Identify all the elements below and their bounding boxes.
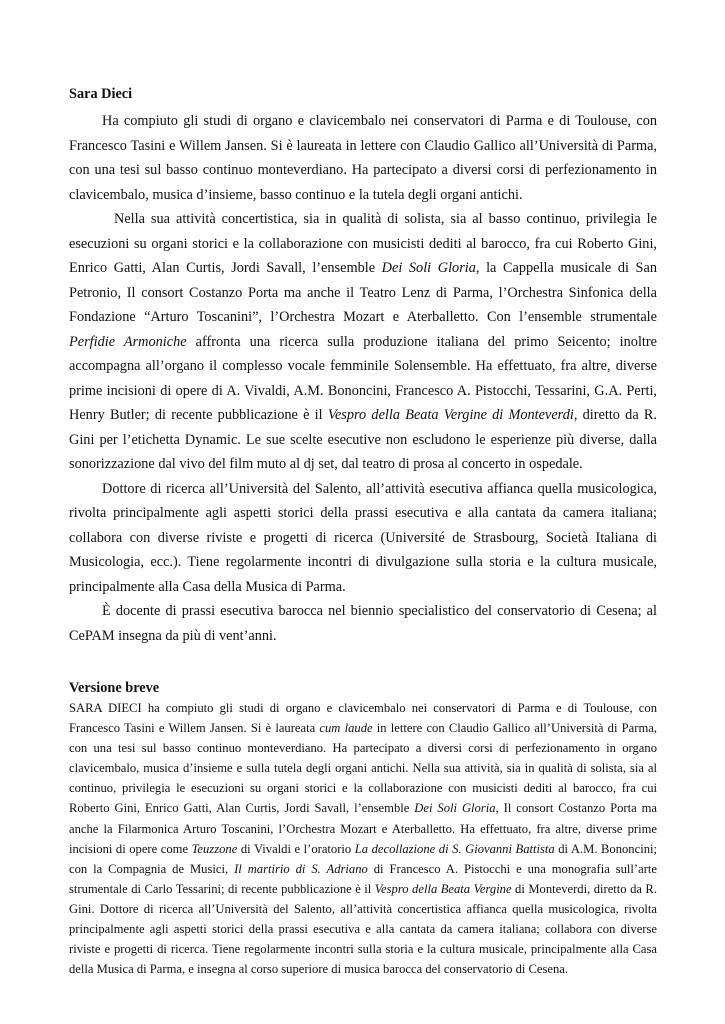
ensemble-name-italic: Dei Soli Gloria xyxy=(414,801,496,816)
paragraph-1 xyxy=(69,109,657,207)
short-version-paragraph xyxy=(69,698,657,979)
short-text-d: di Vivaldi e l’oratorio xyxy=(237,841,355,856)
biography-body xyxy=(69,109,657,648)
paragraph-2-text-a: Nella sua attività concertistica, sia in qualità di solista, sia al basso continuo, privilegia le esecuzioni su organi storici e la collaborazione con musicisti dediti al barocco, fra cui Roberto Gini, Enrico Gatti, Alan Curtis, Jordi Savall, l’ensemble xyxy=(69,211,657,276)
italic-phrase: cum laude xyxy=(319,721,373,736)
short-text-f: di Francesco A. Pistocchi e una monografia sull’arte strumentale di Carlo Tessarini; di recente pubblicazione è il xyxy=(69,861,657,896)
paragraph-3-text: Dottore di ricerca all’Università del Salento, all’attività esecutiva affianca quella musicologica, rivolta principalmente agli aspetti storici della prassi esecutiva e alla cantata da camera italiana; collabora con diverse riviste e progetti di ricerca (Université de Strasbourg, Società Italiana di Musicologia, ecc.). Tiene regolarmente incontri di divulgazione sulla storia e la cultura musicale, principalmente alla Casa della Musica di Parma. xyxy=(69,480,657,595)
paragraph-4 xyxy=(69,599,657,648)
paragraph-3 xyxy=(69,477,657,600)
paragraph-2-text-b: , la Cappella musicale di San Petronio, Il consort Costanzo Porta ma anche il Teatro Lenz di Parma, l’Orchestra Sinfonica della Fondazione “Arturo Toscanini”, l’Orchestra Mozart e Aterballetto. Con l’ensemble strumentale xyxy=(69,260,657,325)
paragraph-1-text: Ha compiuto gli studi di organo e clavicembalo nei conservatori di Parma e di Toulouse, con Francesco Tasini e Willem Jansen. Si è laureata in lettere con Claudio Gallico all’Università di Parma, con una tesi sul basso continuo monteverdiano. Ha partecipato a diversi corsi di perfezionamento in clavicembalo, musica d’insieme, basso continuo e la tutela degli organi antichi. xyxy=(69,113,657,203)
short-text-b: in lettere con Claudio Gallico all’Università di Parma, con una tesi sul basso continuo monteverdiano. Ha partecipato a diversi corsi di perfezionamento in organo clavicembalo, musica d’insieme e sulla tutela degli organi antichi. Nella sua attività, sia in qualità di solista, sia al continuo, privilegia le esecuzioni su organi storici e la collaborazione con musicisti dediti al barocco, fra cui Roberto Gini, Enrico Gatti, Alan Curtis, Jordi Savall, l’ensemble xyxy=(69,721,658,816)
paragraph-2-text-d: , diretto da R. Gini per l’etichetta Dynamic. Le sue scelte esecutive non escludono le esperienze più diverse, dalla sonorizzazione dal vivo del film muto al dj set, dal teatro di prosa al concerto in ospedale. xyxy=(69,407,657,472)
paragraph-2-text-c: affronta una ricerca sulla produzione italiana del primo Seicento; inoltre accompagna all’organo il complesso vocale femminile Solensemble. Ha effettuato, fra altre, diverse prime incisioni di opere di A. Vivaldi, A.M. Bononcini, Francesco A. Pistocchi, Tessarini, G.A. Perti, Henry Butler; di recente pubblicazione è il xyxy=(69,333,657,423)
short-text-c: , Il consort Costanzo Porta ma anche la Filarmonica Arturo Toscanini, l’Orchestra Mozart e Aterballetto. Ha effettuato, fra altre, diverse prime incisioni di opere come xyxy=(69,801,657,856)
biography-title: Sara Dieci xyxy=(69,86,133,102)
ensemble-name-italic: Dei Soli Gloria xyxy=(381,260,476,276)
short-text-a: SARA DIECI ha compiuto gli studi di organo e clavicembalo nei conservatori di Parma e di Toulouse, con Francesco Tasini e Willem Jansen. Si è laureata xyxy=(69,701,657,736)
work-title-italic: Il martirio di S. Adriano xyxy=(234,861,368,876)
work-title-italic: Teuzzone xyxy=(191,841,238,856)
work-title-italic: La decollazione di S. Giovanni Battista xyxy=(354,841,555,856)
work-title-italic: Vespro della Beata Vergine xyxy=(374,881,512,896)
paragraph-4-text: È docente di prassi esecutiva barocca nel biennio specialistico del conservatorio di Cesena; al CePAM insegna da più di vent’anni. xyxy=(69,603,657,644)
short-text-g: di Monteverdi, diretto da R. Gini. Dottore di ricerca all’Università del Salento, all’attività concertistica affianca quella musicologica, rivolta principalmente agli aspetti storici della prassi esecutiva e alla cantata da camera italiana; collabora con diverse riviste e progetti di ricerca. Tiene regolarmente incontri sulla storia e la cultura musicale, principalmente alla Casa della Musica di Parma, e insegna al corso superiore di musica barocca del conservatorio di Cesena. xyxy=(69,881,657,977)
paragraph-2 xyxy=(69,207,657,477)
recording-title-italic: Vespro della Beata Vergine di Monteverdi xyxy=(327,407,574,423)
short-text-e: di A.M. Bononcini; con la Compagnia de Musici, xyxy=(69,841,657,876)
short-version-title: Versione breve xyxy=(69,680,160,696)
ensemble-name-italic: Perfidie Armoniche xyxy=(69,333,187,350)
